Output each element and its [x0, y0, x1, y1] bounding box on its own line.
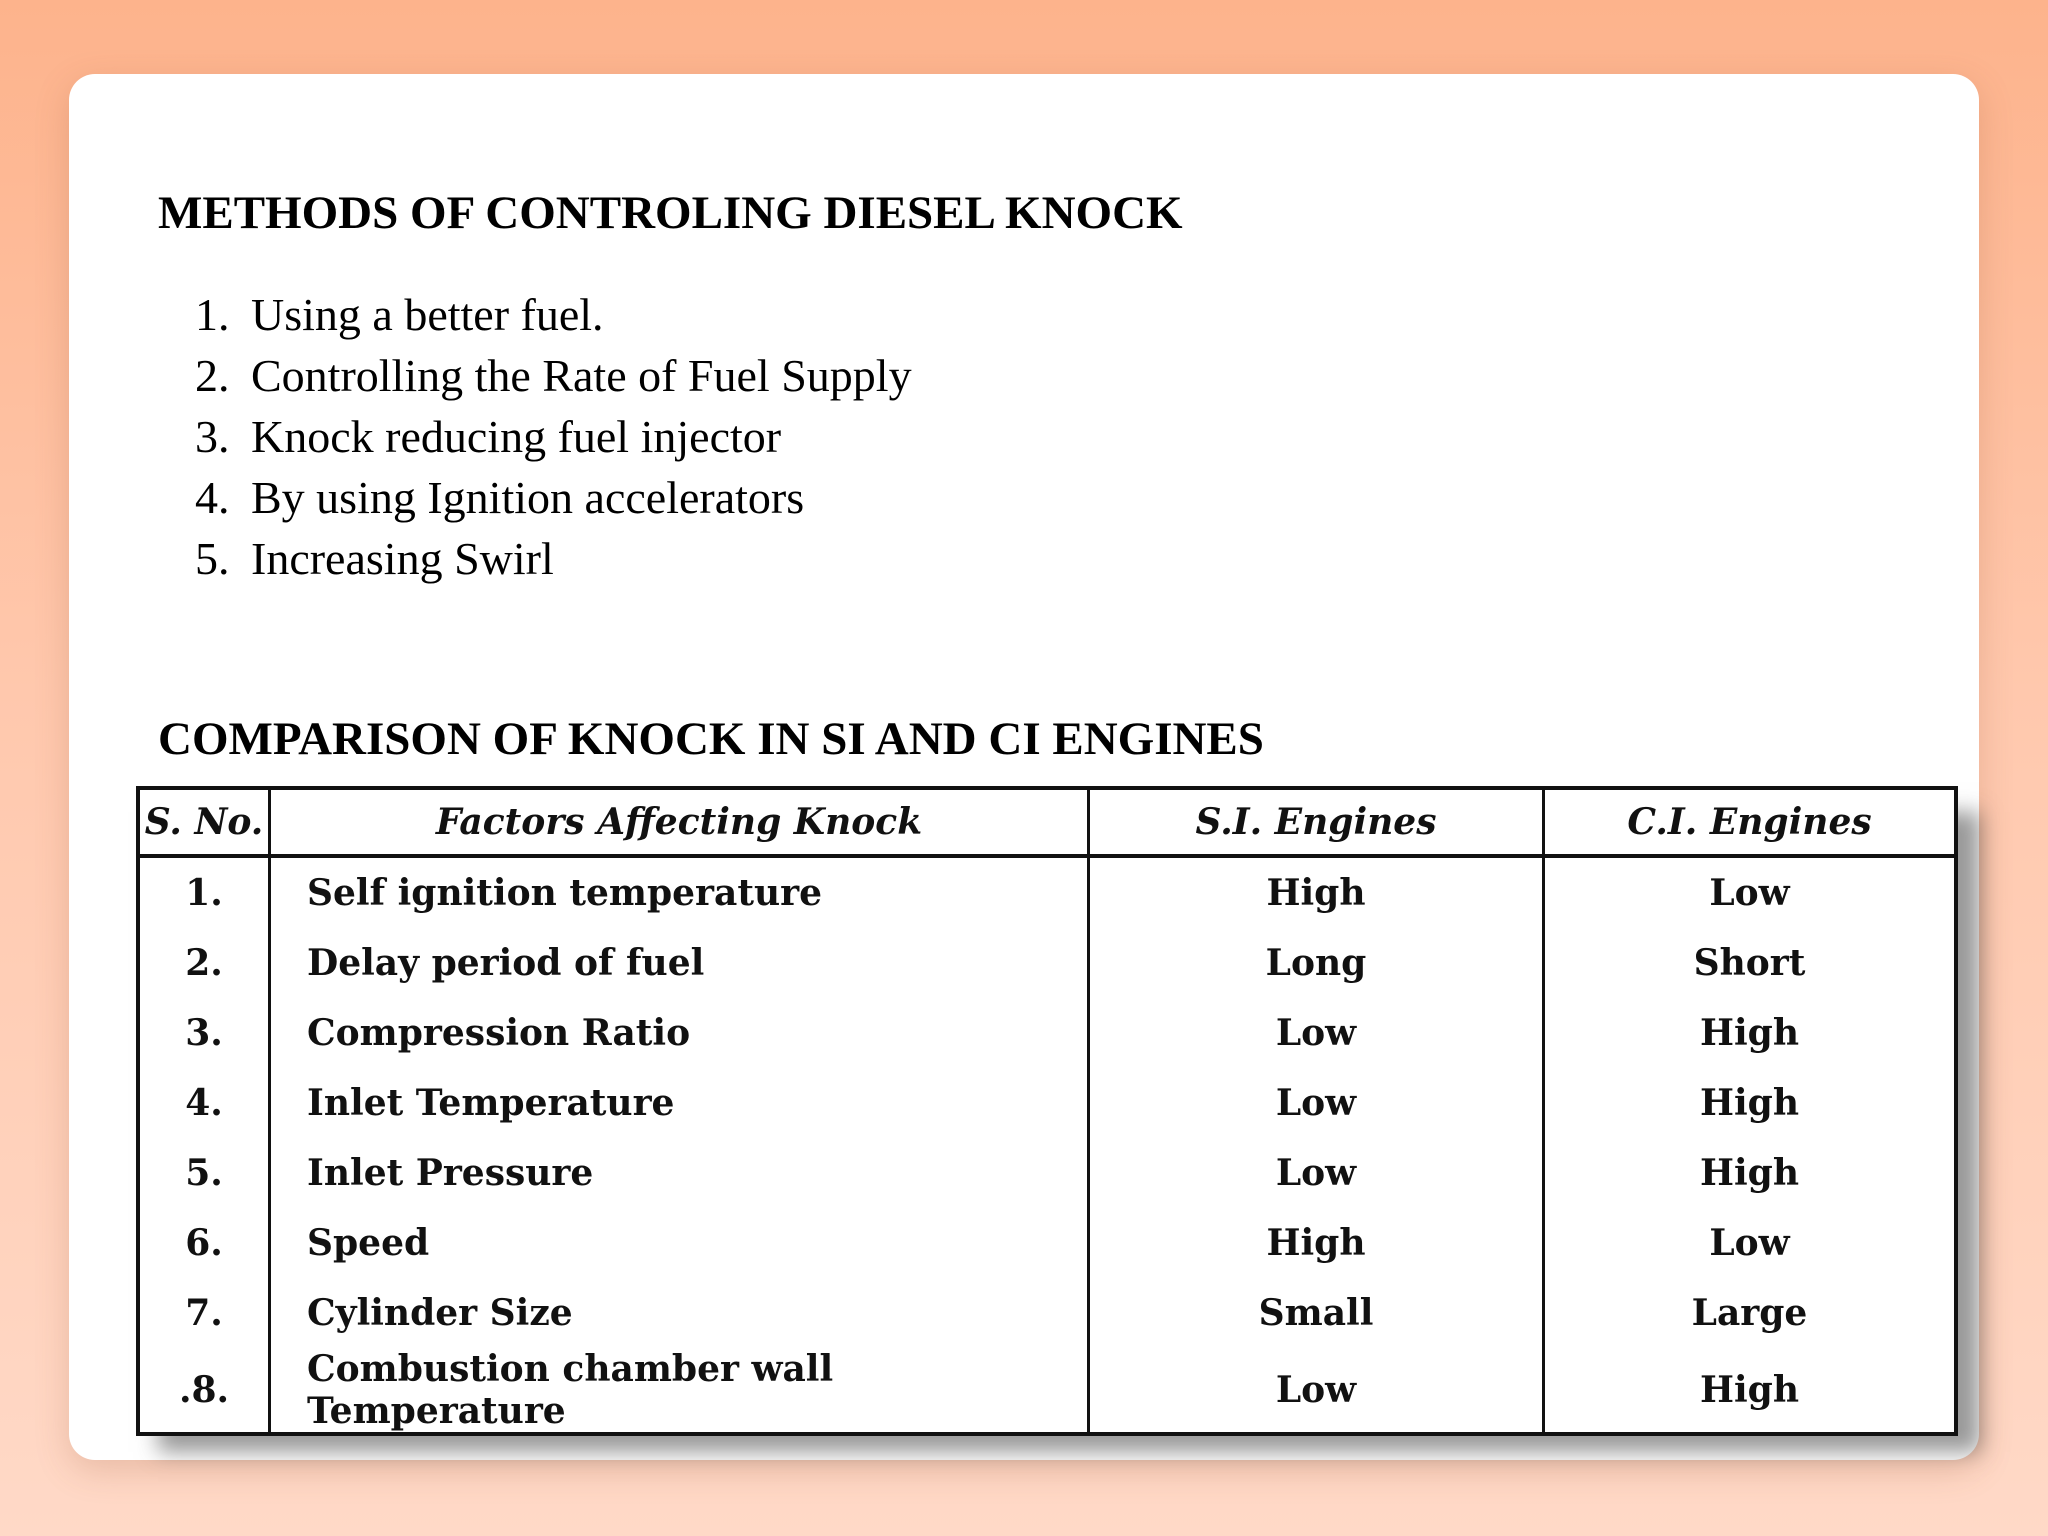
table-cell: 6. — [138, 1208, 270, 1278]
list-number: 5. — [195, 533, 230, 584]
list-item — [158, 471, 912, 532]
list-text: By using Ignition accelerators — [251, 472, 805, 523]
list-number: 1. — [195, 289, 230, 340]
table-cell: High — [1699, 1369, 1800, 1411]
table-row — [138, 1208, 1956, 1278]
methods-heading: METHODS OF CONTROLING DIESEL KNOCK — [158, 187, 1183, 239]
table-cell: Cylinder Size — [270, 1278, 1089, 1348]
list-text: Controlling the Rate of Fuel Supply — [251, 350, 912, 401]
list-item — [158, 288, 912, 349]
table-row — [138, 1278, 1956, 1348]
table-cell: Small — [1089, 1278, 1544, 1348]
table-header-row — [138, 788, 1956, 856]
list-item — [158, 349, 912, 410]
list-number: 4. — [195, 472, 230, 523]
table-row — [138, 856, 1956, 928]
table-cell: Low — [1709, 1222, 1790, 1264]
list-item — [158, 532, 912, 593]
list-text: Increasing Swirl — [251, 533, 554, 584]
table-cell: 3. — [138, 998, 270, 1068]
table-cell: Compression Ratio — [270, 998, 1089, 1068]
table-cell: Low — [1089, 1068, 1544, 1138]
table-cell: Self ignition temperature — [270, 856, 1089, 928]
comparison-heading: COMPARISON OF KNOCK IN SI AND CI ENGINES — [158, 713, 1264, 765]
table-cell: High — [1089, 856, 1544, 928]
table-row — [138, 1138, 1956, 1208]
table-cell: Delay period of fuel — [270, 928, 1089, 998]
table-cell: High — [1699, 1082, 1800, 1124]
list-number: 3. — [195, 411, 230, 462]
table-row — [138, 1348, 1956, 1434]
table-cell: Low — [1089, 1348, 1544, 1434]
comparison-table-image — [136, 786, 1958, 1432]
table-cell: Speed — [270, 1208, 1089, 1278]
table-row — [138, 998, 1956, 1068]
table-cell: 7. — [138, 1278, 270, 1348]
table-cell: 5. — [138, 1138, 270, 1208]
column-header: C.I. Engines — [1544, 788, 1957, 856]
table-cell: Combustion chamber wall Temperature — [270, 1348, 1089, 1434]
table-cell: Large — [1691, 1292, 1808, 1334]
table-cell: .8. — [138, 1348, 270, 1434]
table-cell: 4. — [138, 1068, 270, 1138]
table-cell: Low — [1709, 872, 1790, 914]
comparison-table — [136, 786, 1958, 1436]
column-header: S.I. Engines — [1089, 788, 1544, 856]
table-row — [138, 1068, 1956, 1138]
list-text: Using a better fuel. — [251, 289, 604, 340]
table-cell: High — [1699, 1152, 1800, 1194]
table-cell: High — [1089, 1208, 1544, 1278]
table-cell: 1. — [138, 856, 270, 928]
list-item — [158, 410, 912, 471]
table-cell: 2. — [138, 928, 270, 998]
column-header: Factors Affecting Knock — [270, 788, 1089, 856]
column-header: S. No. — [138, 788, 270, 856]
table-cell: Long — [1089, 928, 1544, 998]
list-number: 2. — [195, 350, 230, 401]
table-cell: Low — [1089, 1138, 1544, 1208]
methods-list — [158, 288, 912, 593]
table-cell: Inlet Pressure — [270, 1138, 1089, 1208]
table-cell: Low — [1089, 998, 1544, 1068]
table-row — [138, 928, 1956, 998]
table-cell: High — [1699, 1012, 1800, 1054]
table-cell: Short — [1693, 942, 1806, 984]
table-cell: Inlet Temperature — [270, 1068, 1089, 1138]
list-text: Knock reducing fuel injector — [251, 411, 782, 462]
